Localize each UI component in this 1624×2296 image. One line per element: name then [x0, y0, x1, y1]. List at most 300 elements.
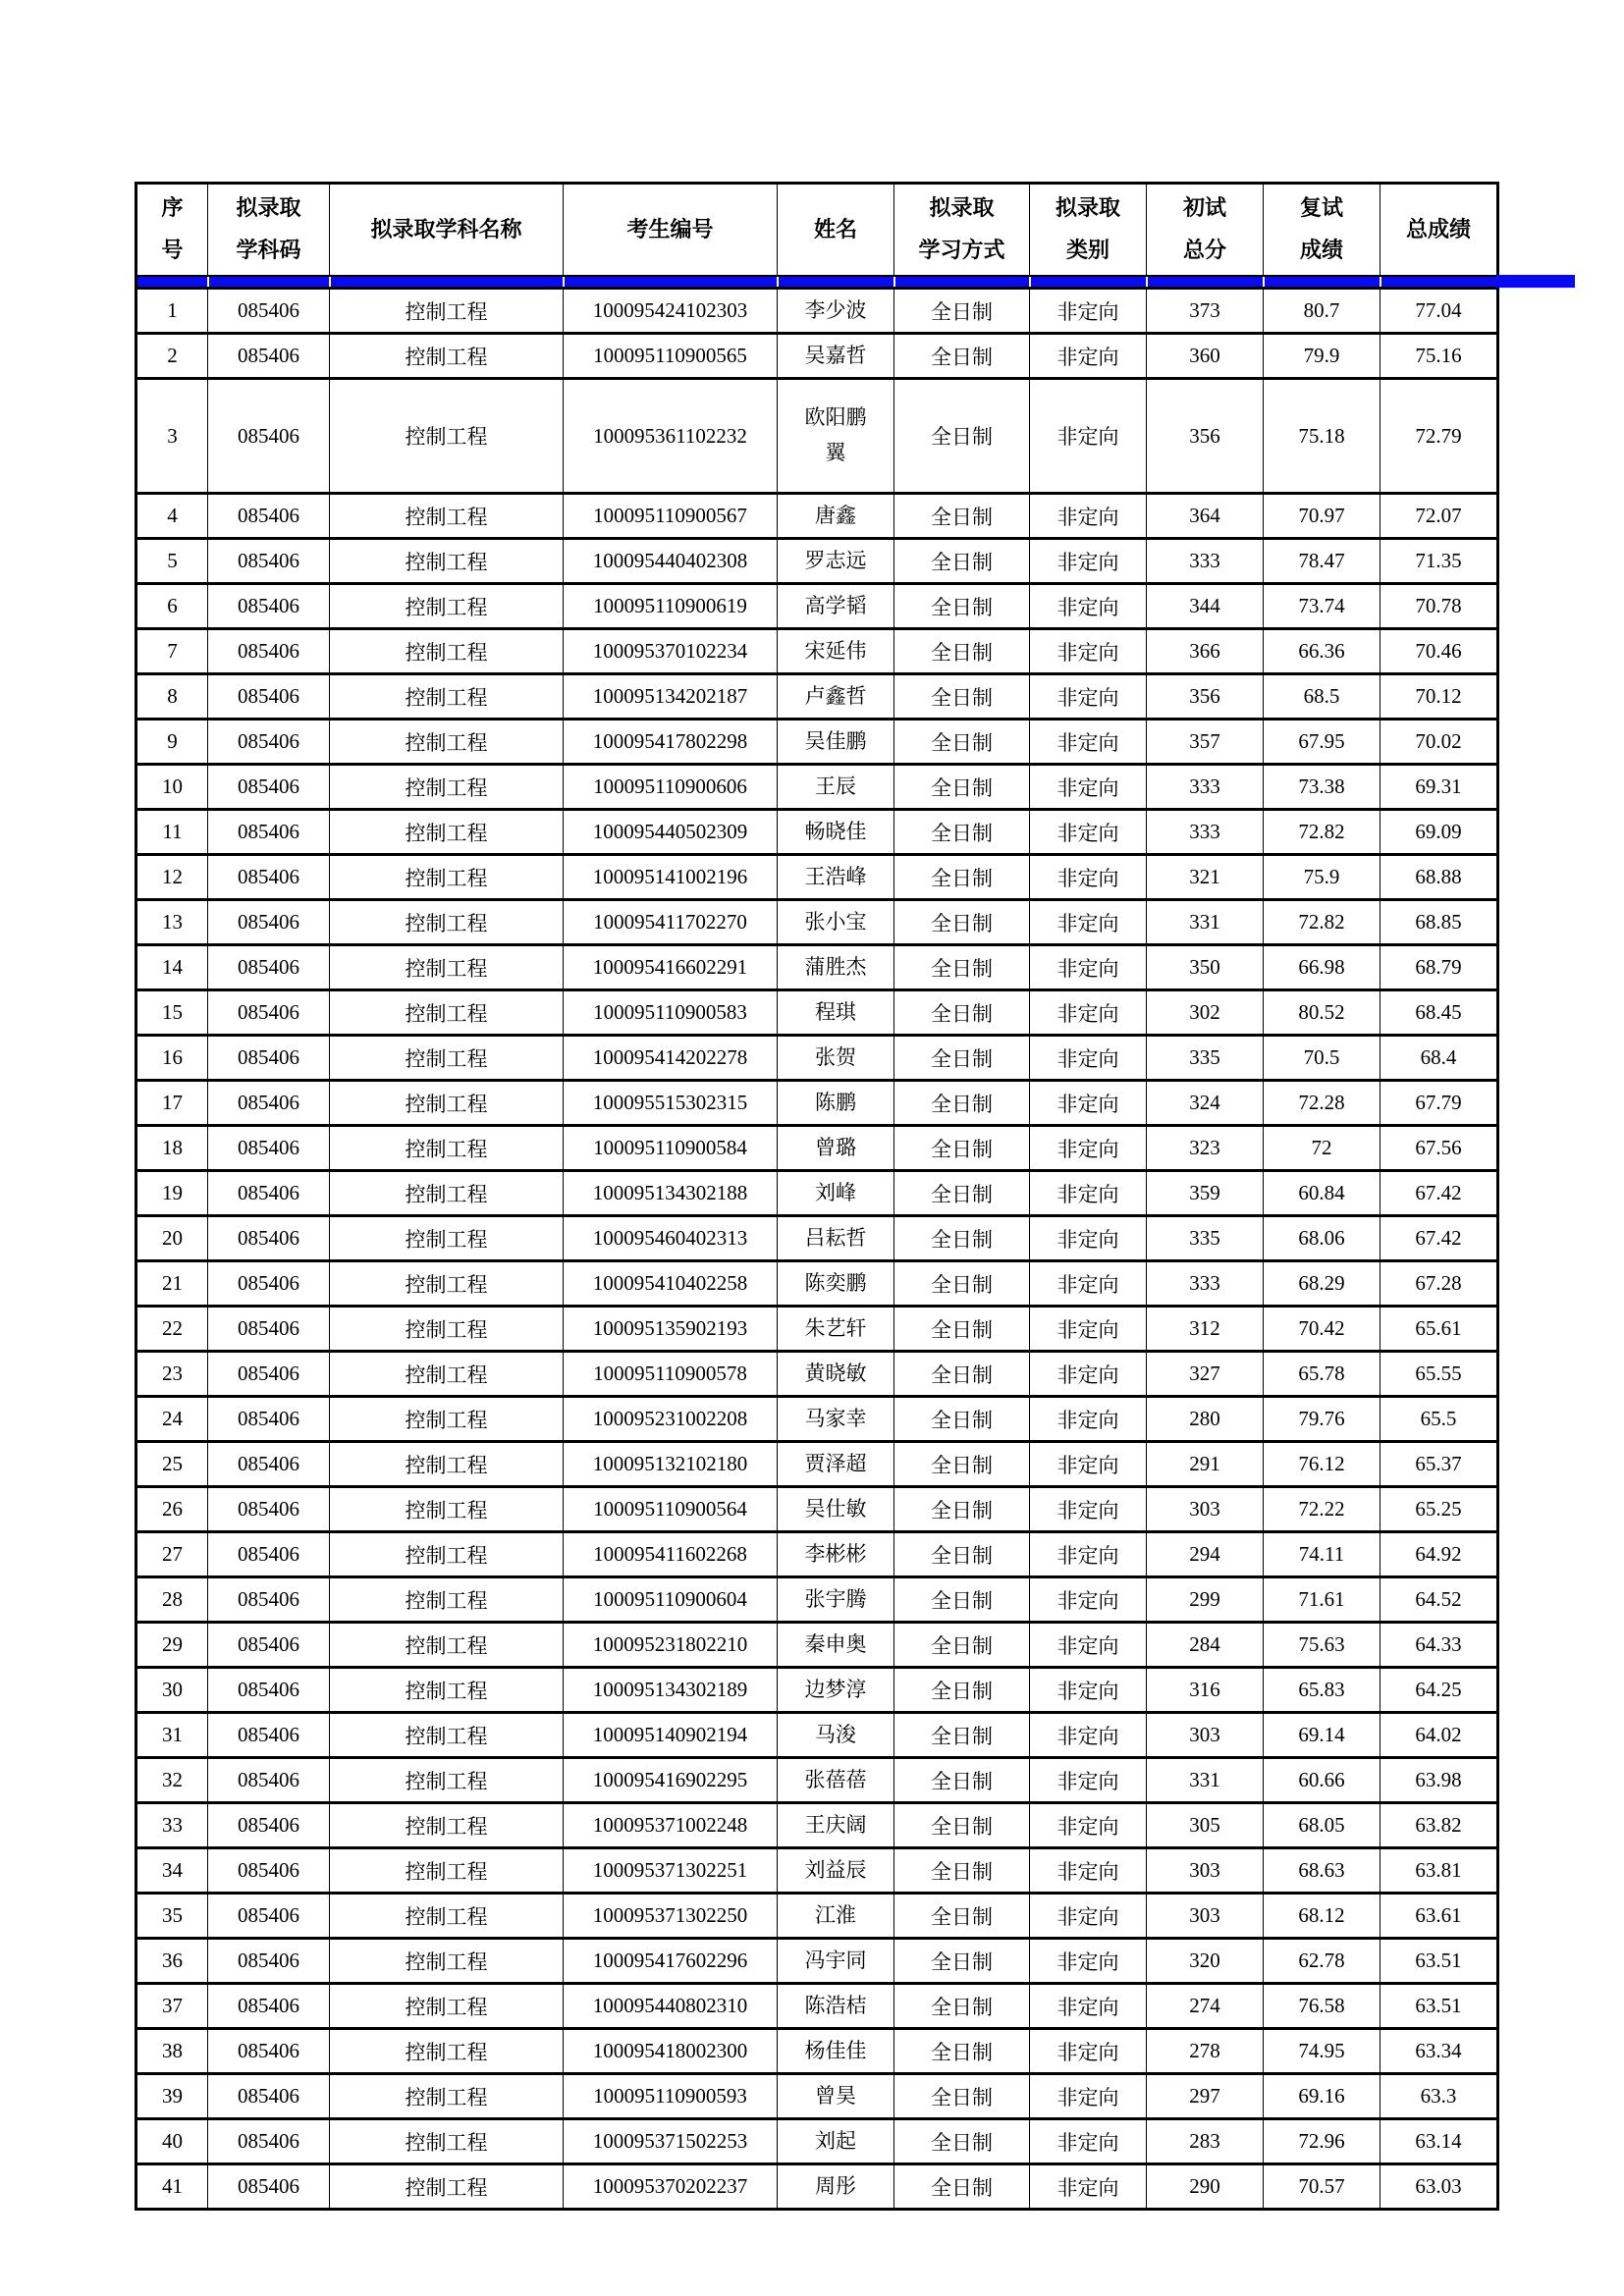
- cell-name: [778, 1216, 894, 1261]
- cell-index: 5: [136, 539, 208, 584]
- cell-category: 非定向: [1030, 629, 1147, 674]
- cell-retest_score: 70.57: [1264, 2164, 1380, 2210]
- cell-candidate_id: 100095141002196: [564, 855, 778, 900]
- cell-study_mode: 全日制: [894, 1623, 1030, 1668]
- cell-subject_name: 控制工程: [330, 629, 564, 674]
- cell-category: 非定向: [1030, 1939, 1147, 1984]
- cell-subject_code: 085406: [208, 1803, 330, 1848]
- cell-total_score: 70.12: [1380, 674, 1498, 720]
- cell-index: 28: [136, 1577, 208, 1623]
- cell-subject_code: 085406: [208, 2029, 330, 2074]
- candidate-name: 周彤: [815, 2173, 856, 2198]
- cell-name: [778, 1848, 894, 1894]
- cell-category: 非定向: [1030, 1126, 1147, 1171]
- candidate-name: 宋延伟: [804, 638, 867, 663]
- table-row: [136, 765, 1498, 810]
- candidate-name: 王辰: [815, 774, 856, 798]
- candidate-name: 秦申奥: [804, 1631, 867, 1656]
- cell-candidate_id: 100095440402308: [564, 539, 778, 584]
- table-row: [136, 1803, 1498, 1848]
- cell-total_score: 64.52: [1380, 1577, 1498, 1623]
- cell-total_score: 72.07: [1380, 494, 1498, 539]
- candidate-name: 畅晓佳: [804, 819, 867, 843]
- cell-initial_total: 303: [1147, 1713, 1264, 1758]
- cell-index: 24: [136, 1397, 208, 1442]
- cell-study_mode: 全日制: [894, 1894, 1030, 1939]
- cell-index: 13: [136, 900, 208, 945]
- admission-results-table: [135, 182, 1499, 2211]
- header-row: [136, 184, 1498, 277]
- cell-name: [778, 1397, 894, 1442]
- cell-candidate_id: 100095110900584: [564, 1126, 778, 1171]
- cell-subject_name: 控制工程: [330, 1577, 564, 1623]
- cell-index: 20: [136, 1216, 208, 1261]
- table-row: [136, 1577, 1498, 1623]
- cell-retest_score: 69.14: [1264, 1713, 1380, 1758]
- table-row: [136, 1081, 1498, 1126]
- cell-retest_score: 60.84: [1264, 1171, 1380, 1216]
- cell-subject_code: 085406: [208, 855, 330, 900]
- cell-subject_name: 控制工程: [330, 1939, 564, 1984]
- col-header-retest-score: [1264, 184, 1380, 277]
- cell-candidate_id: 100095135902193: [564, 1307, 778, 1352]
- cell-retest_score: 72.22: [1264, 1487, 1380, 1532]
- cell-study_mode: 全日制: [894, 2164, 1030, 2210]
- cell-subject_name: 控制工程: [330, 1126, 564, 1171]
- candidate-name: 唐鑫: [815, 503, 856, 527]
- cell-category: 非定向: [1030, 1623, 1147, 1668]
- cell-subject_name: 控制工程: [330, 1803, 564, 1848]
- candidate-name: 黄晓敏: [804, 1361, 867, 1385]
- admission-results-sheet: [135, 182, 1496, 2211]
- cell-index: 16: [136, 1036, 208, 1081]
- cell-initial_total: 294: [1147, 1532, 1264, 1577]
- candidate-name: 王浩峰: [804, 864, 867, 888]
- cell-index: 10: [136, 765, 208, 810]
- candidate-name: 欧阳鹏翼: [804, 405, 867, 464]
- cell-category: 非定向: [1030, 1713, 1147, 1758]
- cell-study_mode: 全日制: [894, 494, 1030, 539]
- candidate-name: 张贺: [815, 1044, 856, 1069]
- cell-subject_name: 控制工程: [330, 494, 564, 539]
- cell-candidate_id: 100095110900583: [564, 990, 778, 1036]
- cell-study_mode: 全日制: [894, 990, 1030, 1036]
- cell-subject_name: 控制工程: [330, 539, 564, 584]
- cell-subject_name: 控制工程: [330, 674, 564, 720]
- cell-category: 非定向: [1030, 1803, 1147, 1848]
- candidate-name: 刘益辰: [804, 1857, 867, 1882]
- cell-category: 非定向: [1030, 1758, 1147, 1803]
- header-label: 拟录取学科名称: [370, 216, 522, 241]
- cell-subject_code: 085406: [208, 1623, 330, 1668]
- candidate-name: 刘起: [815, 2128, 856, 2153]
- cell-candidate_id: 100095134302188: [564, 1171, 778, 1216]
- accent-band-segment: [564, 276, 778, 289]
- candidate-name: 马浚: [815, 1722, 856, 1746]
- cell-subject_code: 085406: [208, 1939, 330, 1984]
- cell-candidate_id: 100095424102303: [564, 289, 778, 334]
- cell-category: 非定向: [1030, 765, 1147, 810]
- cell-index: 9: [136, 720, 208, 765]
- cell-name: [778, 1442, 894, 1487]
- cell-index: 7: [136, 629, 208, 674]
- table-row: [136, 1894, 1498, 1939]
- table-row: [136, 1848, 1498, 1894]
- cell-initial_total: 291: [1147, 1442, 1264, 1487]
- cell-initial_total: 274: [1147, 1984, 1264, 2029]
- cell-name: [778, 1307, 894, 1352]
- cell-name: [778, 2164, 894, 2210]
- accent-band-segment: [1380, 276, 1498, 289]
- cell-retest_score: 80.52: [1264, 990, 1380, 1036]
- cell-initial_total: 302: [1147, 990, 1264, 1036]
- cell-subject_code: 085406: [208, 379, 330, 494]
- cell-index: 35: [136, 1894, 208, 1939]
- cell-total_score: 63.82: [1380, 1803, 1498, 1848]
- cell-study_mode: 全日制: [894, 810, 1030, 855]
- cell-subject_name: 控制工程: [330, 1081, 564, 1126]
- col-header-index: [136, 184, 208, 277]
- cell-category: 非定向: [1030, 2074, 1147, 2119]
- table-row: [136, 494, 1498, 539]
- cell-subject_name: 控制工程: [330, 1036, 564, 1081]
- cell-category: 非定向: [1030, 1261, 1147, 1307]
- cell-category: 非定向: [1030, 2119, 1147, 2164]
- candidate-name: 边梦淳: [804, 1677, 867, 1701]
- cell-candidate_id: 100095134202187: [564, 674, 778, 720]
- candidate-name: 罗志远: [804, 548, 867, 572]
- table-row: [136, 334, 1498, 379]
- cell-name: [778, 1758, 894, 1803]
- cell-initial_total: 335: [1147, 1036, 1264, 1081]
- cell-retest_score: 75.63: [1264, 1623, 1380, 1668]
- cell-name: [778, 1894, 894, 1939]
- candidate-name: 陈鹏: [815, 1090, 856, 1114]
- cell-study_mode: 全日制: [894, 900, 1030, 945]
- cell-retest_score: 75.18: [1264, 379, 1380, 494]
- cell-study_mode: 全日制: [894, 1713, 1030, 1758]
- cell-total_score: 63.03: [1380, 2164, 1498, 2210]
- table-row: [136, 584, 1498, 629]
- table-row: [136, 1126, 1498, 1171]
- candidate-name: 王庆阔: [804, 1812, 867, 1837]
- cell-category: 非定向: [1030, 900, 1147, 945]
- cell-category: 非定向: [1030, 289, 1147, 334]
- cell-category: 非定向: [1030, 1036, 1147, 1081]
- candidate-name: 李少波: [804, 297, 867, 322]
- table-row: [136, 2164, 1498, 2210]
- cell-subject_code: 085406: [208, 1713, 330, 1758]
- cell-category: 非定向: [1030, 2029, 1147, 2074]
- cell-subject_code: 085406: [208, 2074, 330, 2119]
- cell-study_mode: 全日制: [894, 584, 1030, 629]
- table-row: [136, 674, 1498, 720]
- cell-candidate_id: 100095417802298: [564, 720, 778, 765]
- cell-retest_score: 79.76: [1264, 1397, 1380, 1442]
- cell-index: 22: [136, 1307, 208, 1352]
- cell-total_score: 63.81: [1380, 1848, 1498, 1894]
- header-label: 复试: [1299, 195, 1343, 221]
- cell-subject_code: 085406: [208, 584, 330, 629]
- cell-total_score: 63.61: [1380, 1894, 1498, 1939]
- cell-total_score: 67.28: [1380, 1261, 1498, 1307]
- cell-subject_name: 控制工程: [330, 1894, 564, 1939]
- cell-subject_code: 085406: [208, 334, 330, 379]
- cell-study_mode: 全日制: [894, 1036, 1030, 1081]
- cell-subject_name: 控制工程: [330, 900, 564, 945]
- cell-total_score: 63.98: [1380, 1758, 1498, 1803]
- candidate-name: 曾昊: [815, 2083, 856, 2108]
- header-label: 考生编号: [626, 216, 714, 241]
- col-header-subject-name: [330, 184, 564, 277]
- accent-band-segment: [1147, 276, 1264, 289]
- cell-study_mode: 全日制: [894, 289, 1030, 334]
- accent-band-segment: [136, 276, 208, 289]
- cell-initial_total: 373: [1147, 289, 1264, 334]
- cell-candidate_id: 100095411602268: [564, 1532, 778, 1577]
- cell-subject_code: 085406: [208, 494, 330, 539]
- cell-subject_name: 控制工程: [330, 720, 564, 765]
- cell-subject_code: 085406: [208, 765, 330, 810]
- cell-total_score: 63.51: [1380, 1984, 1498, 2029]
- table-row: [136, 1352, 1498, 1397]
- cell-initial_total: 303: [1147, 1894, 1264, 1939]
- cell-total_score: 67.79: [1380, 1081, 1498, 1126]
- cell-study_mode: 全日制: [894, 1261, 1030, 1307]
- cell-retest_score: 72.82: [1264, 900, 1380, 945]
- cell-study_mode: 全日制: [894, 2074, 1030, 2119]
- cell-category: 非定向: [1030, 1848, 1147, 1894]
- cell-subject_code: 085406: [208, 1487, 330, 1532]
- cell-name: [778, 584, 894, 629]
- cell-total_score: 68.85: [1380, 900, 1498, 945]
- cell-category: 非定向: [1030, 1487, 1147, 1532]
- cell-retest_score: 68.29: [1264, 1261, 1380, 1307]
- header-label: 号: [161, 238, 184, 262]
- table-row: [136, 1036, 1498, 1081]
- cell-candidate_id: 100095515302315: [564, 1081, 778, 1126]
- cell-subject_code: 085406: [208, 1848, 330, 1894]
- cell-initial_total: 350: [1147, 945, 1264, 990]
- table-row: [136, 990, 1498, 1036]
- accent-band-segment: [208, 276, 330, 289]
- table-row: [136, 1487, 1498, 1532]
- cell-candidate_id: 100095231802210: [564, 1623, 778, 1668]
- cell-initial_total: 333: [1147, 810, 1264, 855]
- cell-subject_name: 控制工程: [330, 1984, 564, 2029]
- cell-retest_score: 75.9: [1264, 855, 1380, 900]
- cell-category: 非定向: [1030, 1352, 1147, 1397]
- cell-subject_code: 085406: [208, 900, 330, 945]
- cell-subject_code: 085406: [208, 1532, 330, 1577]
- table-row: [136, 2074, 1498, 2119]
- cell-subject_code: 085406: [208, 2164, 330, 2210]
- cell-candidate_id: 100095411702270: [564, 900, 778, 945]
- cell-initial_total: 335: [1147, 1216, 1264, 1261]
- cell-subject_code: 085406: [208, 1126, 330, 1171]
- candidate-name: 张宇腾: [804, 1586, 867, 1611]
- cell-initial_total: 356: [1147, 379, 1264, 494]
- candidate-name: 马家幸: [804, 1406, 867, 1430]
- cell-candidate_id: 100095371302251: [564, 1848, 778, 1894]
- table-header: [136, 184, 1498, 289]
- candidate-name: 陈浩桔: [804, 1993, 867, 2017]
- cell-candidate_id: 100095440802310: [564, 1984, 778, 2029]
- accent-band-overhang: [1496, 275, 1575, 288]
- cell-total_score: 65.55: [1380, 1352, 1498, 1397]
- cell-index: 12: [136, 855, 208, 900]
- cell-name: [778, 855, 894, 900]
- candidate-name: 吕耘哲: [804, 1225, 867, 1250]
- cell-category: 非定向: [1030, 810, 1147, 855]
- cell-index: 30: [136, 1668, 208, 1713]
- cell-retest_score: 72: [1264, 1126, 1380, 1171]
- cell-study_mode: 全日制: [894, 1081, 1030, 1126]
- cell-retest_score: 80.7: [1264, 289, 1380, 334]
- cell-name: [778, 1126, 894, 1171]
- cell-category: 非定向: [1030, 1577, 1147, 1623]
- cell-study_mode: 全日制: [894, 1397, 1030, 1442]
- cell-candidate_id: 100095231002208: [564, 1397, 778, 1442]
- candidate-name: 李彬彬: [804, 1541, 867, 1566]
- cell-category: 非定向: [1030, 494, 1147, 539]
- cell-candidate_id: 100095110900564: [564, 1487, 778, 1532]
- cell-name: [778, 1171, 894, 1216]
- cell-total_score: 68.79: [1380, 945, 1498, 990]
- cell-initial_total: 316: [1147, 1668, 1264, 1713]
- cell-subject_code: 085406: [208, 1577, 330, 1623]
- cell-candidate_id: 100095140902194: [564, 1713, 778, 1758]
- cell-study_mode: 全日制: [894, 2119, 1030, 2164]
- header-label: 拟录取: [236, 195, 301, 221]
- cell-initial_total: 331: [1147, 1758, 1264, 1803]
- cell-subject_code: 085406: [208, 1758, 330, 1803]
- cell-name: [778, 900, 894, 945]
- cell-retest_score: 65.78: [1264, 1352, 1380, 1397]
- cell-index: 1: [136, 289, 208, 334]
- candidate-name: 程琪: [815, 999, 856, 1024]
- cell-index: 26: [136, 1487, 208, 1532]
- cell-initial_total: 360: [1147, 334, 1264, 379]
- cell-name: [778, 1532, 894, 1577]
- cell-total_score: 68.88: [1380, 855, 1498, 900]
- cell-retest_score: 68.5: [1264, 674, 1380, 720]
- col-header-subject-code: [208, 184, 330, 277]
- cell-category: 非定向: [1030, 1216, 1147, 1261]
- table-row: [136, 1442, 1498, 1487]
- cell-total_score: 63.14: [1380, 2119, 1498, 2164]
- table-row: [136, 1171, 1498, 1216]
- cell-subject_code: 085406: [208, 2119, 330, 2164]
- cell-candidate_id: 100095370102234: [564, 629, 778, 674]
- cell-total_score: 71.35: [1380, 539, 1498, 584]
- cell-subject_code: 085406: [208, 1442, 330, 1487]
- cell-total_score: 70.78: [1380, 584, 1498, 629]
- header-label: 总分: [1182, 238, 1226, 262]
- candidate-name: 刘峰: [815, 1180, 856, 1204]
- cell-total_score: 70.02: [1380, 720, 1498, 765]
- cell-total_score: 70.46: [1380, 629, 1498, 674]
- cell-category: 非定向: [1030, 1397, 1147, 1442]
- table-row: [136, 1939, 1498, 1984]
- cell-name: [778, 2119, 894, 2164]
- cell-retest_score: 71.61: [1264, 1577, 1380, 1623]
- table-row: [136, 2119, 1498, 2164]
- cell-total_score: 67.56: [1380, 1126, 1498, 1171]
- header-label: 成绩: [1299, 238, 1343, 262]
- cell-total_score: 63.34: [1380, 2029, 1498, 2074]
- cell-subject_name: 控制工程: [330, 584, 564, 629]
- cell-subject_name: 控制工程: [330, 2029, 564, 2074]
- candidate-name: 蒲胜杰: [804, 954, 867, 979]
- cell-study_mode: 全日制: [894, 1171, 1030, 1216]
- cell-subject_name: 控制工程: [330, 855, 564, 900]
- cell-candidate_id: 100095418002300: [564, 2029, 778, 2074]
- cell-subject_name: 控制工程: [330, 1668, 564, 1713]
- cell-total_score: 64.02: [1380, 1713, 1498, 1758]
- table-row: [136, 1668, 1498, 1713]
- cell-index: 3: [136, 379, 208, 494]
- table-row: [136, 1397, 1498, 1442]
- header-label: 初试: [1182, 195, 1226, 221]
- cell-category: 非定向: [1030, 1668, 1147, 1713]
- cell-total_score: 64.33: [1380, 1623, 1498, 1668]
- cell-index: 40: [136, 2119, 208, 2164]
- cell-total_score: 75.16: [1380, 334, 1498, 379]
- cell-name: [778, 1352, 894, 1397]
- accent-band-row: [136, 276, 1498, 289]
- cell-name: [778, 1036, 894, 1081]
- cell-retest_score: 74.11: [1264, 1532, 1380, 1577]
- candidate-name: 张蓓蓓: [804, 1767, 867, 1791]
- cell-subject_name: 控制工程: [330, 810, 564, 855]
- cell-name: [778, 1623, 894, 1668]
- cell-total_score: 72.79: [1380, 379, 1498, 494]
- header-label: 拟录取: [929, 195, 995, 221]
- col-header-name: [778, 184, 894, 277]
- cell-retest_score: 68.05: [1264, 1803, 1380, 1848]
- cell-index: 19: [136, 1171, 208, 1216]
- cell-candidate_id: 100095110900578: [564, 1352, 778, 1397]
- cell-name: [778, 674, 894, 720]
- cell-retest_score: 76.12: [1264, 1442, 1380, 1487]
- cell-candidate_id: 100095371002248: [564, 1803, 778, 1848]
- cell-study_mode: 全日制: [894, 1216, 1030, 1261]
- cell-initial_total: 321: [1147, 855, 1264, 900]
- cell-initial_total: 324: [1147, 1081, 1264, 1126]
- cell-subject_name: 控制工程: [330, 1216, 564, 1261]
- cell-index: 41: [136, 2164, 208, 2210]
- cell-total_score: 63.51: [1380, 1939, 1498, 1984]
- cell-total_score: 68.45: [1380, 990, 1498, 1036]
- cell-category: 非定向: [1030, 584, 1147, 629]
- cell-retest_score: 62.78: [1264, 1939, 1380, 1984]
- table-row: [136, 379, 1498, 494]
- cell-name: [778, 2074, 894, 2119]
- cell-subject_name: 控制工程: [330, 945, 564, 990]
- cell-study_mode: 全日制: [894, 1442, 1030, 1487]
- table-body: [136, 289, 1498, 2210]
- cell-candidate_id: 100095414202278: [564, 1036, 778, 1081]
- cell-index: 6: [136, 584, 208, 629]
- header-label: 拟录取: [1055, 195, 1120, 221]
- cell-subject_code: 085406: [208, 289, 330, 334]
- cell-subject_code: 085406: [208, 990, 330, 1036]
- cell-name: [778, 1487, 894, 1532]
- cell-index: 39: [136, 2074, 208, 2119]
- cell-initial_total: 356: [1147, 674, 1264, 720]
- cell-study_mode: 全日制: [894, 1352, 1030, 1397]
